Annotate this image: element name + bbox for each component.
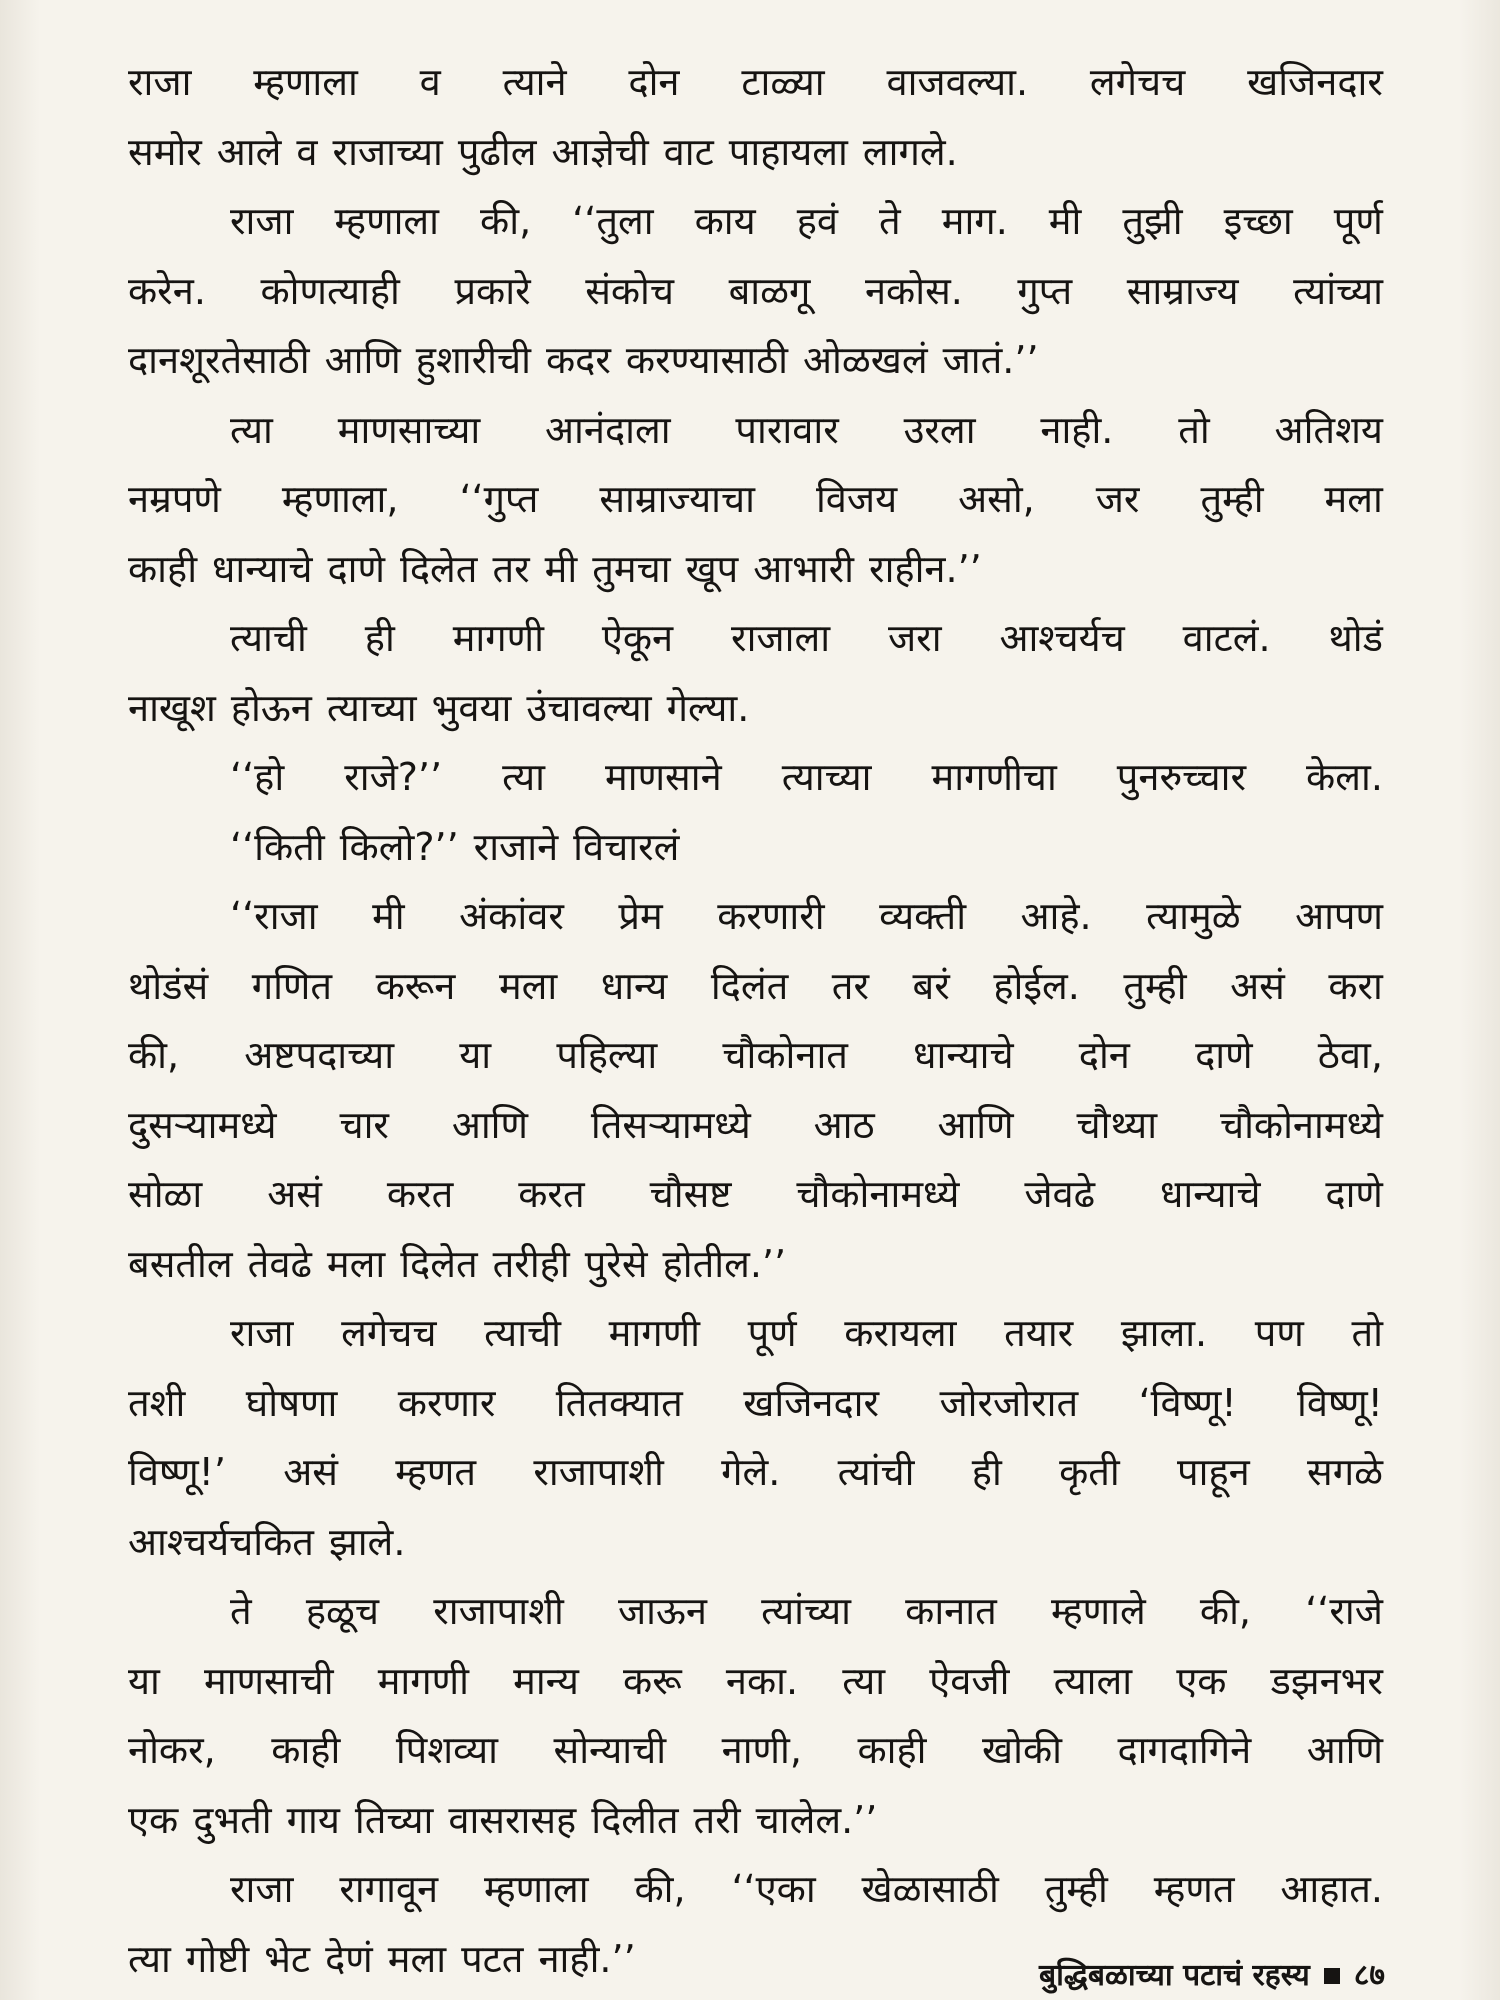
word: दोन	[628, 60, 680, 104]
text-line	[128, 813, 1383, 883]
word: पारावार	[735, 407, 839, 452]
word: ‘‘किती	[230, 824, 325, 869]
word: पाहून	[1177, 1450, 1250, 1494]
word: चार	[339, 1102, 389, 1147]
word: पटत	[461, 1936, 524, 1981]
word: गोष्टी	[185, 1936, 250, 1981]
word: त्या	[502, 755, 546, 799]
word: राजा	[230, 1311, 294, 1355]
word: नाखूश	[128, 685, 216, 730]
word: भुवया	[431, 685, 512, 730]
text-line	[128, 396, 1383, 466]
word: त्या	[842, 1658, 886, 1703]
word: बसतील	[128, 1241, 233, 1286]
word: ‘‘एका	[731, 1867, 816, 1911]
word: करण्यासाठी	[625, 338, 788, 382]
word: आणि	[1306, 1728, 1383, 1772]
word: काही	[128, 546, 198, 591]
word: म्हणत	[395, 1450, 477, 1494]
word: नका.	[725, 1658, 799, 1703]
word: करणार	[397, 1380, 496, 1425]
text-line	[128, 48, 1383, 118]
word: कोणत्याही	[260, 268, 400, 313]
word: आणि	[937, 1102, 1014, 1147]
word: आभारी	[753, 546, 855, 591]
text-line	[128, 187, 1383, 257]
word: दुभती	[193, 1797, 272, 1842]
word: आज्ञेची	[551, 129, 649, 174]
word: मला	[1324, 477, 1383, 521]
text-line	[128, 1508, 1383, 1578]
word: विष्णू!	[1296, 1380, 1383, 1425]
word: ‘‘राजे	[1305, 1589, 1383, 1633]
word: दोन	[1078, 1033, 1130, 1077]
word: गाय	[286, 1797, 340, 1842]
word: उरला	[903, 407, 976, 452]
word: संकोच	[585, 268, 675, 313]
word: तिसऱ्यामध्ये	[590, 1102, 751, 1147]
word: म्हणाला,	[281, 477, 399, 521]
word: मला	[498, 963, 558, 1008]
word: उंचावल्या	[526, 685, 652, 730]
word: लागले.	[862, 129, 958, 174]
text-line	[128, 1369, 1383, 1439]
word: थोडं	[1328, 616, 1383, 660]
word: म्हणत	[1153, 1867, 1235, 1911]
word: जरा	[887, 616, 942, 660]
text-line	[128, 1021, 1383, 1091]
word: मागणी	[452, 616, 544, 660]
word: होतील.’’	[662, 1241, 787, 1286]
word: आहात.	[1280, 1867, 1383, 1911]
word: जाऊन	[617, 1589, 707, 1633]
word: नोकर,	[128, 1728, 216, 1772]
word: त्याला	[1053, 1658, 1133, 1703]
word: तुझी	[1122, 199, 1183, 243]
word: ठेवा,	[1317, 1033, 1383, 1077]
text-line	[128, 1230, 1383, 1300]
text-line	[128, 1716, 1383, 1786]
word: आले	[216, 129, 282, 174]
word: तशी	[128, 1380, 186, 1425]
word: त्याने	[502, 60, 567, 104]
word: तर	[492, 546, 530, 591]
word: या	[459, 1033, 492, 1077]
word: असं	[1230, 963, 1285, 1008]
word: तो	[1351, 1311, 1383, 1355]
word: तरीही	[492, 1241, 570, 1286]
word: व्यक्ती	[879, 894, 967, 938]
word: रागावून	[339, 1867, 439, 1911]
word: ‘‘गुप्त	[459, 477, 539, 521]
word: ते	[230, 1589, 252, 1633]
word: बाळगू	[728, 268, 811, 313]
word: नम्रपणे	[128, 477, 221, 521]
word: की,	[128, 1033, 180, 1077]
word: मान्य	[513, 1658, 579, 1703]
word: मागणी	[377, 1658, 469, 1703]
word: दिलीत	[591, 1797, 679, 1842]
word: मला	[326, 1241, 386, 1286]
word: ऐकून	[601, 616, 674, 660]
word: वाजवल्या.	[886, 60, 1029, 104]
word: कानात	[905, 1589, 997, 1633]
word: आनंदाला	[545, 407, 671, 452]
word: मी	[544, 546, 578, 591]
word: वासरासह	[448, 1797, 577, 1842]
word: एक	[128, 1797, 179, 1842]
word: त्याच्या	[781, 755, 872, 799]
word: साम्राज्य	[1126, 268, 1239, 313]
word: तरी	[693, 1797, 741, 1842]
word: ‘विष्णू!	[1138, 1380, 1237, 1425]
word: राजाने	[473, 824, 559, 869]
page-number: ८७	[1353, 1958, 1385, 1993]
word: की,	[634, 1867, 686, 1911]
word: सगळे	[1307, 1450, 1383, 1494]
word: इच्छा	[1223, 199, 1293, 243]
word: जोरजोरात	[939, 1380, 1079, 1425]
word: करत	[518, 1172, 585, 1216]
text-line	[128, 1647, 1383, 1717]
word: त्याच्या	[326, 685, 417, 730]
word: असं	[267, 1172, 322, 1216]
word: हवं	[796, 199, 839, 243]
word: नाणी,	[721, 1728, 802, 1772]
text-line	[128, 1786, 1383, 1856]
page-footer	[1039, 1958, 1385, 1994]
word: त्यांची	[837, 1450, 915, 1494]
word: पूर्ण	[747, 1311, 797, 1355]
word: राजा	[128, 60, 192, 104]
word: आणि	[324, 338, 401, 382]
word: त्याची	[484, 1311, 562, 1355]
text-line	[128, 535, 1383, 605]
word: राहीन.’’	[869, 546, 982, 591]
word: दानशूरतेसाठी	[128, 338, 310, 382]
word: एक	[1176, 1658, 1227, 1703]
word: त्या	[230, 407, 273, 452]
word: सोन्याची	[553, 1728, 667, 1772]
word: तो	[1178, 407, 1210, 452]
word: टाळ्या	[741, 60, 825, 104]
word: करून	[375, 963, 456, 1008]
word: गणित	[251, 963, 333, 1008]
text-line	[128, 604, 1383, 674]
word: पूर्ण	[1333, 199, 1383, 243]
text-line	[128, 882, 1383, 952]
word: चौसष्ट	[649, 1172, 732, 1216]
word: म्हणाला	[253, 60, 358, 104]
word: त्यांच्या	[1293, 268, 1383, 313]
word: चौकोनामध्ये	[796, 1172, 960, 1216]
text-line	[128, 1299, 1383, 1369]
text-line	[128, 118, 1383, 188]
word: करायला	[844, 1311, 957, 1355]
text-line	[128, 326, 1383, 396]
word: असो,	[958, 477, 1035, 521]
word: गेल्या.	[666, 685, 750, 730]
word: केला.	[1306, 755, 1383, 799]
word: करू	[623, 1658, 682, 1703]
word: माणसाच्या	[337, 407, 481, 452]
word: समोर	[128, 129, 202, 174]
word: गुप्त	[1017, 268, 1073, 313]
word: वाट	[663, 129, 714, 174]
word: दुसऱ्यामध्ये	[128, 1102, 277, 1147]
word: वाटलं.	[1182, 616, 1271, 660]
word: त्याची	[230, 616, 307, 660]
word: कृती	[1059, 1450, 1120, 1494]
word: काही	[857, 1728, 927, 1772]
word: की,	[1199, 1589, 1251, 1633]
word: राजाच्या	[332, 129, 443, 174]
word: डझनभर	[1270, 1658, 1383, 1703]
word: चालेल.’’	[755, 1797, 878, 1842]
word: गेले.	[721, 1450, 781, 1494]
word: तयार	[1004, 1311, 1074, 1355]
word: अतिशय	[1274, 407, 1383, 452]
word: सोळा	[128, 1172, 203, 1216]
word: राजापाशी	[433, 1589, 564, 1633]
word: काही	[271, 1728, 341, 1772]
word: पहिल्या	[556, 1033, 658, 1077]
word: दागदागिने	[1117, 1728, 1252, 1772]
word: खजिनदार	[1247, 60, 1383, 104]
word: पाहायला	[728, 129, 848, 174]
word: ‘‘हो	[230, 755, 285, 799]
word: दाणे	[1325, 1172, 1383, 1216]
word: खोकी	[982, 1728, 1062, 1772]
text-line	[128, 952, 1383, 1022]
word: राजे?’’	[344, 755, 443, 799]
word: पुनरुच्चार	[1116, 755, 1247, 799]
word: बरं	[912, 963, 950, 1008]
word: दिलेत	[400, 1241, 478, 1286]
word: दाणे	[327, 546, 385, 591]
word: अंकांवर	[459, 894, 564, 938]
word: आठ	[813, 1102, 875, 1147]
word: कदर	[545, 338, 611, 382]
word: साम्राज्याचा	[599, 477, 755, 521]
word: पिशव्या	[395, 1728, 498, 1772]
word: दाणे	[1195, 1033, 1253, 1077]
word: मी	[372, 894, 405, 938]
word: करा	[1328, 963, 1383, 1008]
text-line	[128, 1855, 1383, 1925]
word: जर	[1095, 477, 1140, 521]
word: मी	[1048, 199, 1082, 243]
word: माग.	[941, 199, 1008, 243]
word: मला	[387, 1936, 447, 1981]
word: माणसाने	[605, 755, 722, 799]
separator-square-icon	[1324, 1968, 1340, 1984]
text-line	[128, 465, 1383, 535]
word: की,	[480, 199, 532, 243]
word: म्हणाला	[334, 199, 440, 243]
word: व	[419, 60, 441, 104]
word: करणारी	[717, 894, 825, 938]
word: झाला.	[1120, 1311, 1208, 1355]
word: तुम्ही	[1200, 477, 1264, 521]
word: करेन.	[128, 268, 206, 313]
word: आहे.	[1020, 894, 1092, 938]
text-line	[128, 743, 1383, 813]
word: माणसाची	[204, 1658, 334, 1703]
word: धान्याचे	[1160, 1172, 1261, 1216]
word: ‘‘राजा	[230, 894, 318, 938]
word: भेट	[264, 1936, 311, 1981]
text-line	[128, 257, 1383, 327]
word: मागणी	[608, 1311, 700, 1355]
text-line	[128, 1091, 1383, 1161]
word: त्या	[128, 1936, 171, 1981]
word: म्हणाला	[484, 1867, 589, 1911]
word: धान्याचे	[212, 546, 313, 591]
text-line	[128, 1438, 1383, 1508]
word: देणं	[325, 1936, 373, 1981]
word: चौकोनामध्ये	[1219, 1102, 1383, 1147]
word: विष्णू!’	[128, 1450, 226, 1494]
word: पुढील	[457, 129, 537, 174]
word: आपण	[1295, 894, 1383, 938]
word: नकोस.	[864, 268, 963, 313]
word: जेवढे	[1024, 1172, 1096, 1216]
word: तर	[831, 963, 869, 1008]
word: धान्याचे	[913, 1033, 1014, 1077]
text-line	[128, 1577, 1383, 1647]
word: ते	[879, 199, 901, 243]
word: आश्चर्यच	[999, 616, 1125, 660]
word: असं	[283, 1450, 338, 1494]
word: विजय	[815, 477, 898, 521]
word: हळूच	[305, 1589, 380, 1633]
word: ही	[971, 1450, 1002, 1494]
word: त्यांच्या	[761, 1589, 851, 1633]
word: अष्टपदाच्या	[244, 1033, 395, 1077]
word: घोषणा	[245, 1380, 338, 1425]
word: खेळासाठी	[861, 1867, 999, 1911]
word: तिच्या	[354, 1797, 434, 1842]
word: त्यामुळे	[1146, 894, 1241, 938]
word: ‘‘तुला	[572, 199, 654, 243]
word: खजिनदार	[743, 1380, 880, 1425]
word: राजापाशी	[533, 1450, 664, 1494]
text-line	[128, 674, 1383, 744]
word: पण	[1254, 1311, 1304, 1355]
word: आणि	[451, 1102, 528, 1147]
word: व	[296, 129, 318, 174]
word: झाले.	[328, 1519, 406, 1564]
word: ऐवजी	[929, 1658, 1010, 1703]
word: हुशारीची	[415, 338, 531, 382]
word: चौथ्या	[1076, 1102, 1158, 1147]
word: ही	[364, 616, 395, 660]
word: नाही.’’	[538, 1936, 636, 1981]
word: होऊन	[230, 685, 312, 730]
word: होईल.	[993, 963, 1080, 1008]
word: तुम्ही	[1123, 963, 1187, 1008]
word: दिलेत	[399, 546, 478, 591]
word: या	[128, 1658, 160, 1703]
word: करत	[386, 1172, 454, 1216]
word: ओळखलं	[803, 338, 928, 382]
word: लगेचच	[341, 1311, 437, 1355]
word: धान्य	[600, 963, 668, 1008]
word: पुरेसे	[584, 1241, 648, 1286]
word: प्रकारे	[454, 268, 531, 313]
word: राजा	[230, 1867, 294, 1911]
word: तितक्यात	[555, 1380, 683, 1425]
word: म्हणाले	[1050, 1589, 1146, 1633]
word: जातं.’’	[942, 338, 1039, 382]
word: प्रेम	[618, 894, 663, 938]
word: राजा	[230, 199, 294, 243]
page-body-text	[128, 48, 1383, 1994]
word: लगेचच	[1089, 60, 1186, 104]
word: विचारलं	[573, 824, 680, 869]
word: खूप	[685, 546, 739, 591]
word: तेवढे	[247, 1241, 312, 1286]
word: चौकोनात	[722, 1033, 848, 1077]
word: थोडंसं	[128, 963, 209, 1008]
word: तुमचा	[592, 546, 671, 591]
word: नाही.	[1040, 407, 1114, 452]
word: दिलंत	[710, 963, 789, 1008]
text-line	[128, 1160, 1383, 1230]
word: मागणीचा	[931, 755, 1057, 799]
running-title: बुद्धिबळाच्या पटाचं रहस्य	[1039, 1958, 1310, 1993]
word: काय	[694, 199, 756, 243]
word: किलो?’’	[339, 824, 459, 869]
word: तुम्ही	[1044, 1867, 1108, 1911]
word: आश्चर्यचकित	[128, 1519, 314, 1564]
word: राजाला	[731, 616, 831, 660]
